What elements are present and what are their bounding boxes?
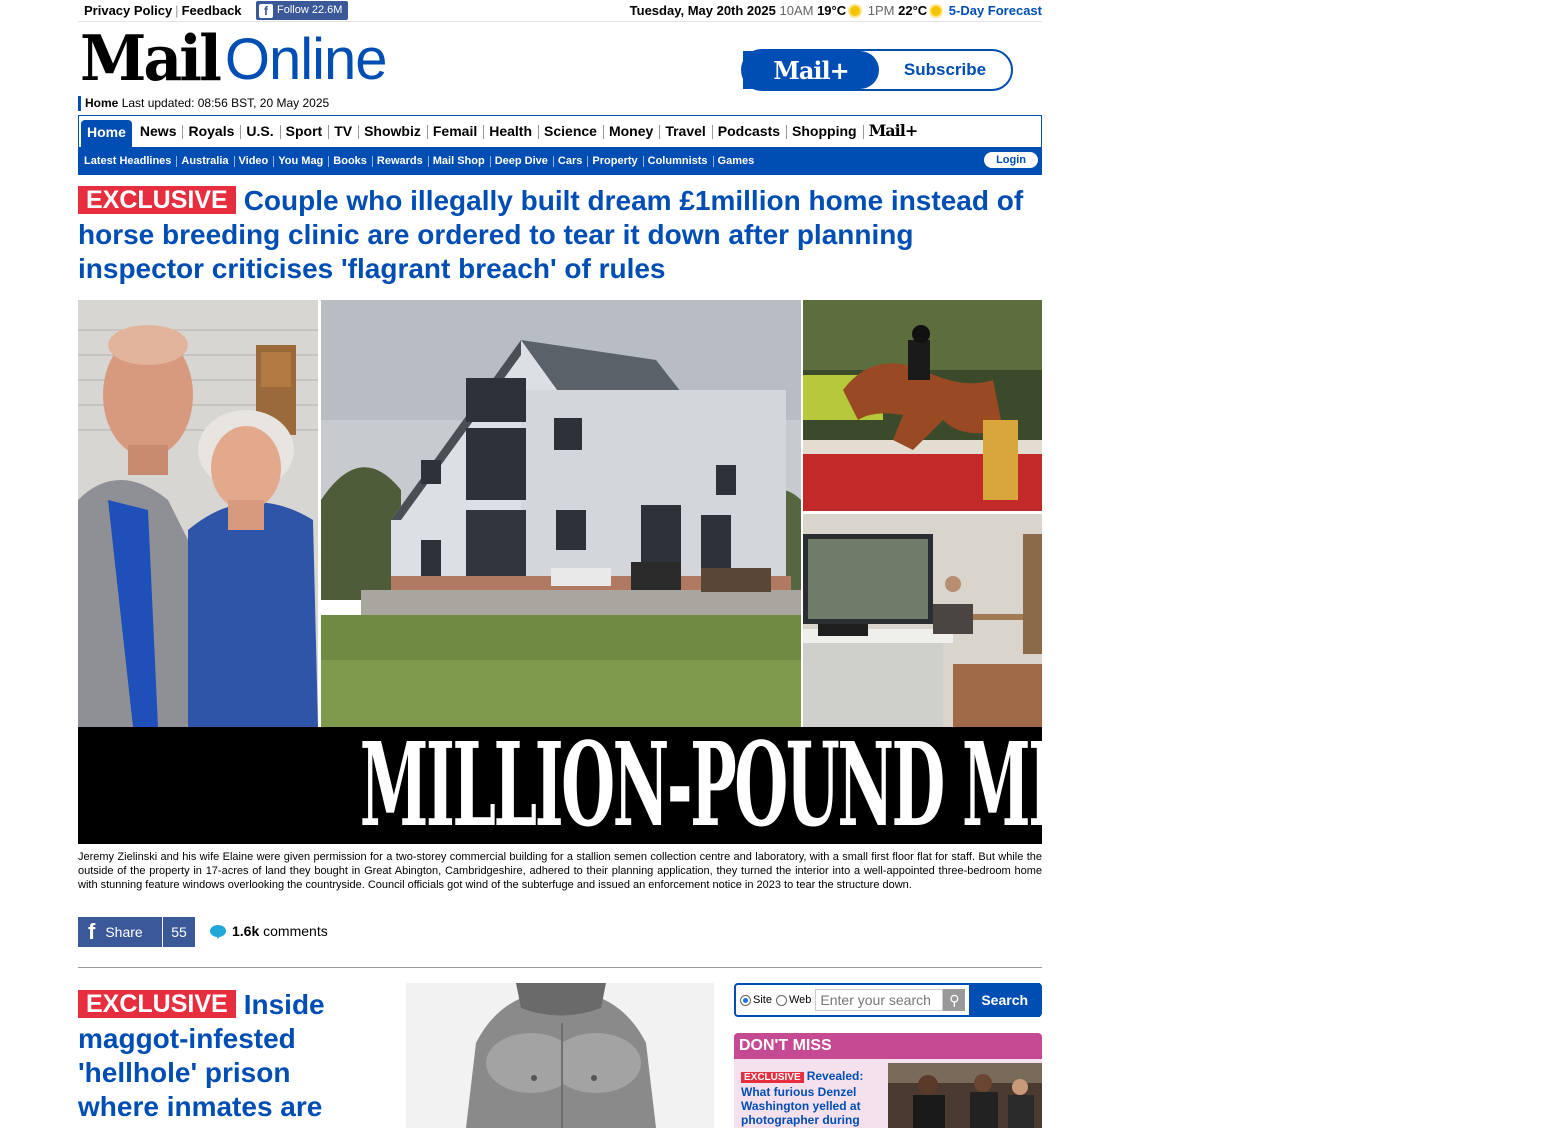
current-date: Tuesday, May 20th 2025: [629, 3, 776, 18]
facebook-icon: f: [88, 919, 96, 944]
story-banner: [78, 717, 1279, 853]
weather-temp-1: 19°C: [817, 3, 847, 18]
nav-mail-shop[interactable]: Mail Shop: [428, 155, 490, 167]
facebook-follow-button[interactable]: [256, 1, 348, 20]
search-button[interactable]: Search: [969, 983, 1040, 1017]
nav-health[interactable]: Health: [483, 116, 538, 147]
web-radio[interactable]: [776, 995, 787, 1006]
top-bar: Privacy Policy | Feedback f Follow 22.6M Tuesday, May 20th 2025 10AM 19°C 1PM 22°C 5-Day Forecast: [78, 0, 1042, 22]
nav-news[interactable]: News: [139, 123, 177, 139]
nav-royals[interactable]: Royals: [182, 116, 240, 147]
couple-photo[interactable]: [78, 300, 318, 727]
last-updated: [78, 96, 329, 111]
story-banner-text: MILLION-POUND MISTAKE: [359, 717, 1279, 853]
nav-shopping[interactable]: Shopping: [786, 116, 863, 147]
nav-latest-headlines[interactable]: Latest Headlines: [84, 155, 172, 167]
weather-time-1: 10AM: [779, 3, 814, 18]
nav-home[interactable]: Home: [81, 120, 132, 147]
exclusive-badge: EXCLUSIVE: [78, 186, 236, 214]
logo-mail: Mail: [80, 22, 219, 96]
site-radio[interactable]: [740, 995, 751, 1006]
subscribe-label: Subscribe: [903, 60, 987, 79]
dont-miss-headline[interactable]: [741, 1069, 886, 1127]
house-photo[interactable]: [321, 300, 801, 727]
privacy-policy-link[interactable]: Privacy Policy: [84, 3, 173, 18]
nav-podcasts[interactable]: Podcasts: [712, 116, 786, 147]
lead-caption: Jeremy Zielinski and his wife Elaine were given permission for a two-storey commercial building for a stallion semen collection centre and laboratory, with a small first floor flat for staff. But while the outside of the property in 17-acres of land they bought in Great Abington, Cambridgeshire, adhered to their planning application, they turned the interior into a well-appointed three-bedroom home with stunning feature windows overlooking the countryside. Council officials got wind of the subterfuge and issued an enforcement notice in 2023 to tear the structure down.: [78, 851, 1042, 891]
nav-property[interactable]: Property: [587, 155, 642, 167]
nav-us[interactable]: U.S.: [240, 116, 279, 147]
kitchen-interior-photo[interactable]: [803, 514, 1042, 727]
primary-nav: [78, 115, 1042, 147]
mailplus-logo: Mail+: [743, 51, 879, 89]
nav-tv[interactable]: TV: [328, 116, 358, 147]
section-divider: [78, 967, 1042, 968]
nav-cars[interactable]: Cars: [553, 155, 587, 167]
comments-count: 1.6k: [232, 923, 260, 939]
follow-label: Follow 22.6M: [277, 4, 343, 16]
five-day-forecast-link[interactable]: 5-Day Forecast: [948, 3, 1042, 18]
weather-time-2: 1PM: [867, 3, 895, 18]
sun-icon: [931, 6, 941, 16]
nav-books[interactable]: Books: [328, 155, 372, 167]
facebook-icon: f: [259, 4, 273, 18]
nav-video[interactable]: Video: [234, 155, 274, 167]
weather-bar: [630, 3, 1042, 18]
search-input[interactable]: Enter your search: [815, 989, 943, 1011]
lead-headline-text: Couple who illegally built dream £1million home instead of horse breeding clinic are ordered to tear it down after planning inspector criticises 'flagrant breach' of rules: [78, 185, 1024, 284]
facebook-share-button[interactable]: [78, 917, 162, 947]
dont-miss-photo[interactable]: [888, 1063, 1042, 1128]
nav-rewards[interactable]: Rewards: [372, 155, 428, 167]
nav-femail[interactable]: Femail: [427, 116, 483, 147]
site-radio-label: Site: [753, 994, 772, 1006]
nav-deep-dive[interactable]: Deep Dive: [490, 155, 553, 167]
nav-sport[interactable]: Sport: [280, 116, 329, 147]
second-headline-text: Inside maggot-infested 'hellhole' prison where inmates are: [78, 989, 325, 1122]
exclusive-badge: EXCLUSIVE: [741, 1072, 804, 1083]
exclusive-badge: EXCLUSIVE: [78, 990, 236, 1018]
subscribe-button[interactable]: [741, 49, 1013, 91]
nav-mailplus[interactable]: Mail+: [863, 116, 924, 147]
nav-you-mag[interactable]: You Mag: [273, 155, 328, 167]
comments-link[interactable]: [210, 923, 328, 939]
updated-text: Last updated: 08:56 BST, 20 May 2025: [121, 96, 330, 110]
home-crumb[interactable]: Home: [85, 96, 119, 110]
share-label: Share: [105, 924, 143, 940]
nav-showbiz[interactable]: Showbiz: [358, 116, 427, 147]
lead-headline[interactable]: [78, 184, 1042, 286]
horse-jumping-photo[interactable]: [803, 300, 1042, 511]
search-box: [734, 983, 1042, 1017]
dont-miss-header: DON'T MISS: [734, 1033, 1042, 1059]
nav-australia[interactable]: Australia: [176, 155, 233, 167]
second-story-photo[interactable]: [406, 983, 714, 1128]
nav-science[interactable]: Science: [538, 116, 603, 147]
second-headline[interactable]: [78, 988, 378, 1124]
weather-temp-2: 22°C: [898, 3, 928, 18]
dont-miss-text: Revealed: What furious Denzel Washington yelled at photographer during: [741, 1069, 864, 1127]
nav-games[interactable]: Games: [713, 155, 760, 167]
share-bar: [78, 917, 195, 947]
secondary-nav: [78, 147, 1042, 175]
feedback-link[interactable]: Feedback: [181, 3, 242, 18]
login-button[interactable]: Login: [984, 152, 1038, 168]
nav-columnists[interactable]: Columnists: [643, 155, 713, 167]
nav-money[interactable]: Money: [603, 116, 659, 147]
site-logo[interactable]: [80, 22, 387, 96]
nav-travel[interactable]: Travel: [659, 116, 711, 147]
comment-bubble-icon: [210, 925, 226, 937]
web-radio-label: Web: [788, 994, 812, 1006]
search-icon[interactable]: ⚲: [943, 989, 965, 1011]
dont-miss-item[interactable]: [734, 1059, 1042, 1128]
logo-online: Online: [224, 27, 387, 92]
sun-icon: [850, 6, 860, 16]
share-count: 55: [163, 917, 195, 947]
comments-label: comments: [263, 923, 328, 939]
